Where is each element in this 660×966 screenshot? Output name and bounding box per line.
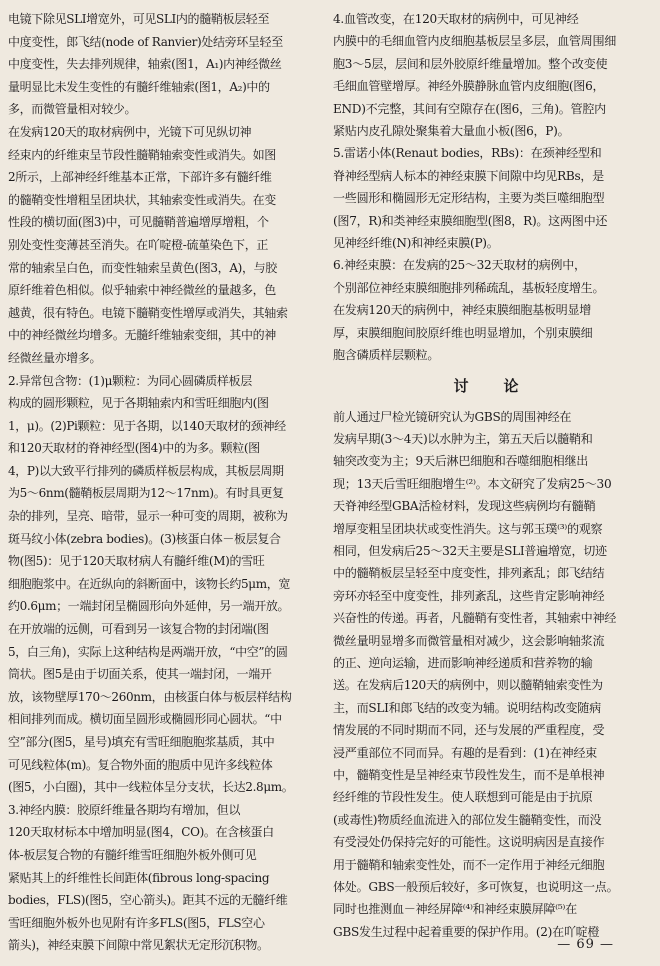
paragraph-discussion: 前人通过尸检光镜研究认为GBS的周围神经在 发病早期(3～4天)以水肿为主，第五天后以髓鞘和 轴突改变为主；9天后淋巴细胞和吞噬细胞相继出 现；13天后雪旺细胞增生⁽²⁾。本文研究了发病25～30 天脊神经型GBA活检材料，发现这些病例均有髓鞘 增厚变粗呈团块状或变性消失。这与郭玉璞⁽³⁾的观察 相同，但发病后25～32天主要是SLI普遍增宽，切迹 中的髓鞘板层呈轻至中度变性，排列紊乱；郎飞结结 旁环亦轻至中度变性，排列紊乱，这些肯定影响神经 兴奋性的传递。再者，凡髓鞘有变性者，其轴索中神经 微丝量明显增多而微管量相对减少，这会影响轴浆流 的正、逆向运输，进而影响神经递质和营养物的输 送。在发病后120天的病例中，则以髓鞘轴索变性为 主，而SLI和郎飞结的改变为辅。说明结构改变随病 情发展的不同时期而不同，还与发展的严重程度，受 浸严重部位不同而异。有趣的是看到：(1)在神经束 中，髓鞘变性是呈神经束节段性发生，而不是单根神 经纤维的节段性发生。使人联想到可能是由于抗原 (或毒性)物质经血流进入的部位发生髓鞘变性，而没 有受浸处仍保持完好的可能性。这说明病因是直接作 用于髓鞘和轴索变性处，而不一定作用于神经元细胞 体处。GBS一般预后较好，多可恢复，也说明这一点。 同时也推测血－神经屏障⁽⁴⁾和神经束膜屏障⁽⁵⁾在 GBS发生过程中起着重要的保护作用。(2)在吖啶橙 bbox=[333, 409, 619, 939]
paragraph-perineurium: 6.神经束膜：在发病的25～32天取材的病例中， 个别部位神经束膜细胞排列稀疏乱，基板轻度增生。 在发病120天的病例中，神经束膜细胞基板明显增 厚，束膜细胞间胶原纤维也明显增加，个别束膜细 胞含磷质样层颗粒。 bbox=[333, 258, 605, 363]
paragraph-endoneurium: 3.神经内膜：胶原纤维量各期均有增加，但以 120天取材标本中增加明显(图4，CO)。在含核蛋白 体-板层复合物的有髓纤维雪旺细胞外板外侧可见 紧贴其上的纤维性长间距体(fibrous long-spacing bodies，FLS)(图5，空心箭头)。距其不远的无髓纤维 雪旺细胞外板外也见附有许多FLS(图5，FLS空心 箭头)，神经束膜下间隙中常见絮状无定形沉积物。 bbox=[8, 802, 288, 953]
page-number: — 69 — bbox=[557, 937, 614, 952]
paragraph-120-day-findings: 在发病120天的取材病例中，光镜下可见纵切神 经束内的纤维束呈节段性髓鞘轴索变性或消失。如图 2所示，上部神经纤维基本正常，下部许多有髓纤维 的髓鞘变性增粗呈团块状，其轴索变性或消失。在变 性段的横切面(图3)中，可见髓鞘普遍增厚增粗，个 别处变性变薄甚至消失。在吖啶橙-硫堇染色下，正 常的轴索呈白色，而变性轴索呈黄色(图3，A)，与胶 原纤维着色相似。似乎轴索中神经微丝的量越多，色 越黄，很有特色。电镜下髓鞘变性增厚或消失，其轴索 中的神经微丝均增多。无髓纤维轴索变细，其中的神 经微丝量亦增多。 bbox=[8, 124, 288, 365]
paragraph-electron-microscopy: 电镜下除见SLI增宽外，可见SLI内的髓鞘板层轻至 中度变性，郎飞结(node of Ranvier)处结旁环呈轻至 中度变性，失去排列规律，轴索(图1，A₁)内神经微丝 量明显比未发生变性的有髓纤维轴索(图1，A₂)中的 多，而微管量相对较少。 bbox=[8, 12, 283, 117]
left-column bbox=[8, 8, 320, 957]
paragraph-abnormal-inclusions: 2.异常包含物：(1)μ颗粒：为同心圆磷质样板层 构成的圆形颗粒，见于各期轴索内和雪旺细胞内(图 1，μ)。(2)Pi颗粒：见于各期，以140天取材的颈神经 和120天取材的脊神经型(图4)中的为多。颗粒(图 4，P)以大致平行排列的磷质样板层构成，其板层周期 为5～6nm(髓鞘板层周期为12～17nm)。有时具更复 杂的排列，呈亮、暗带，显示一种可变的周期，被称为 斑马纹小体(zebra bodies)。(3)核蛋白体－板层复合 物(图5)：见于120天取材病人有髓纤维(M)的雪旺 细胞胞浆中。在近纵向的斜断面中，该物长约5μm，宽 约0.6μm；一端封闭呈椭圆形向外延伸，另一端开放。 在开放端的远侧，可看到另一该复合物的封闭端(图 5，白三角)，实际上这种结构是两端开放，“中空”的圆 筒状。图5是由于切面关系，使其一端封闭，一端开 放，该物壁厚170～260nm，由核蛋白体与板层样结构 相间排列而成。横切面呈圆形或椭圆形同心圆状。“中 空”部分(图5，星号)填充有雪旺细胞胞浆基质，其中 可见线粒体(m)。复合物外面的胞质中见许多线粒体 (图5，小白圈)，其中一线粒体呈分支状，长达2.8μm。 bbox=[8, 373, 294, 795]
right-column bbox=[333, 8, 649, 943]
section-heading-discussion: 讨 论 bbox=[453, 376, 529, 395]
paragraph-renaut-bodies: 5.雷诺小体(Renaut bodies，RBs)：在颈神经型和 脊神经型病人标本的神经束膜下间隙中均见RBs，是 一些圆形和椭圆形无定形结构，主要为类巨噬细胞型 (图7，R)和类神经束膜细胞型(图8，R)。这两图中还 见神经纤维(N)和神经束膜(P)。 bbox=[333, 146, 608, 251]
paragraph-vascular-changes: 4.血管改变，在120天取材的病例中，可见神经 内膜中的毛细血管内皮细胞基板层呈多层，血管周围细 胞3～5层，层间和层外胶原纤维量增加。整个改变使 毛细血管壁增厚。神经外膜静脉血管内皮细胞(图6， END)不完整，其间有空隙存在(图6，三角)。管腔内 紧贴内皮孔隙处聚集着大量血小板(图6，P)。 bbox=[333, 12, 617, 139]
